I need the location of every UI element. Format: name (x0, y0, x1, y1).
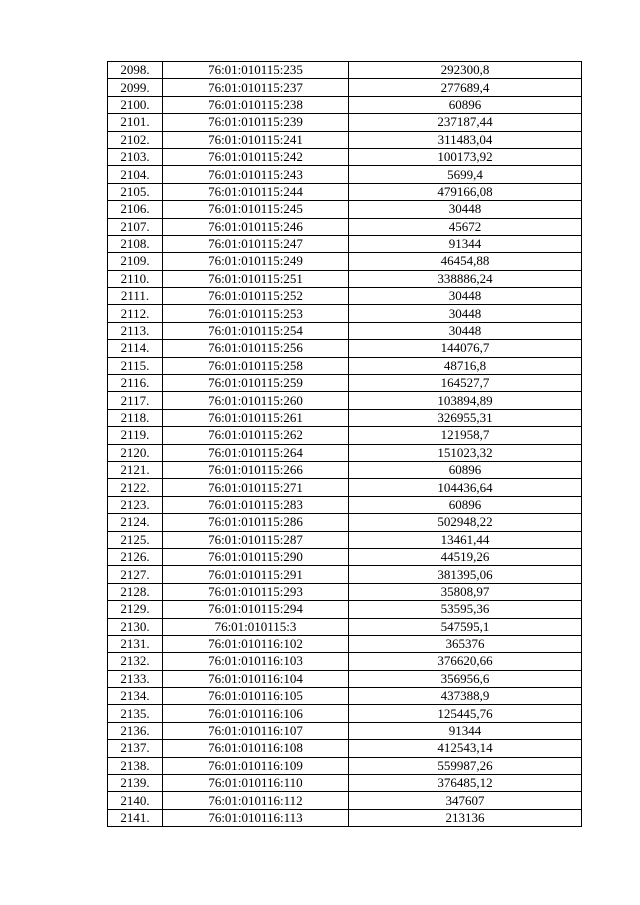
cadastral-number-cell: 76:01:010116:112 (163, 792, 349, 809)
table-row (108, 653, 582, 670)
cadastral-value-cell: 30448 (349, 305, 582, 322)
table-row (108, 235, 582, 252)
cadastral-value-cell: 151023,32 (349, 444, 582, 461)
cadastral-value-cell: 30448 (349, 288, 582, 305)
cadastral-value-cell: 44519,26 (349, 548, 582, 565)
table-row (108, 566, 582, 583)
cadastral-number-cell: 76:01:010116:107 (163, 722, 349, 739)
table-row (108, 792, 582, 809)
cadastral-value-cell: 45672 (349, 218, 582, 235)
cadastral-number-cell: 76:01:010116:108 (163, 740, 349, 757)
cadastral-value-cell: 412543,14 (349, 740, 582, 757)
table-row (108, 340, 582, 357)
cadastral-value-cell: 479166,08 (349, 183, 582, 200)
row-number-cell: 2108. (108, 235, 163, 252)
cadastral-value-cell: 104436,64 (349, 479, 582, 496)
row-number-cell: 2102. (108, 131, 163, 148)
cadastral-number-cell: 76:01:010115:266 (163, 461, 349, 478)
row-number-cell: 2114. (108, 340, 163, 357)
cadastral-value-cell: 30448 (349, 201, 582, 218)
row-number-cell: 2132. (108, 653, 163, 670)
table-row (108, 722, 582, 739)
cadastral-value-cell: 356956,6 (349, 670, 582, 687)
cadastral-number-cell: 76:01:010115:242 (163, 148, 349, 165)
table-row (108, 496, 582, 513)
cadastral-number-cell: 76:01:010116:104 (163, 670, 349, 687)
table-row (108, 757, 582, 774)
cadastral-value-cell: 144076,7 (349, 340, 582, 357)
row-number-cell: 2120. (108, 444, 163, 461)
row-number-cell: 2111. (108, 288, 163, 305)
cadastral-value-cell: 292300,8 (349, 62, 582, 79)
cadastral-number-cell: 76:01:010115:258 (163, 357, 349, 374)
cadastral-value-cell: 237187,44 (349, 114, 582, 131)
table-row (108, 288, 582, 305)
row-number-cell: 2105. (108, 183, 163, 200)
cadastral-value-cell: 125445,76 (349, 705, 582, 722)
cadastral-value-cell: 559987,26 (349, 757, 582, 774)
cadastral-value-cell: 326955,31 (349, 409, 582, 426)
row-number-cell: 2107. (108, 218, 163, 235)
row-number-cell: 2134. (108, 688, 163, 705)
cadastral-value-cell: 311483,04 (349, 131, 582, 148)
table-row (108, 635, 582, 652)
row-number-cell: 2123. (108, 496, 163, 513)
row-number-cell: 2103. (108, 148, 163, 165)
row-number-cell: 2125. (108, 531, 163, 548)
cadastral-number-cell: 76:01:010115:294 (163, 601, 349, 618)
cadastral-number-cell: 76:01:010115:286 (163, 514, 349, 531)
cadastral-value-cell: 365376 (349, 635, 582, 652)
cadastral-value-cell: 48716,8 (349, 357, 582, 374)
table-row (108, 618, 582, 635)
row-number-cell: 2138. (108, 757, 163, 774)
row-number-cell: 2129. (108, 601, 163, 618)
table-row (108, 670, 582, 687)
cadastral-number-cell: 76:01:010115:293 (163, 583, 349, 600)
table-row (108, 583, 582, 600)
cadastral-value-cell: 376620,66 (349, 653, 582, 670)
table-row (108, 601, 582, 618)
cadastral-value-cell: 91344 (349, 235, 582, 252)
table-row (108, 253, 582, 270)
table-row (108, 322, 582, 339)
cadastral-number-cell: 76:01:010115:283 (163, 496, 349, 513)
row-number-cell: 2124. (108, 514, 163, 531)
table-row (108, 357, 582, 374)
table-row (108, 688, 582, 705)
cadastral-number-cell: 76:01:010115:245 (163, 201, 349, 218)
row-number-cell: 2140. (108, 792, 163, 809)
cadastral-number-cell: 76:01:010115:3 (163, 618, 349, 635)
table-row (108, 131, 582, 148)
table-row (108, 427, 582, 444)
cadastral-number-cell: 76:01:010115:264 (163, 444, 349, 461)
cadastral-value-cell: 547595,1 (349, 618, 582, 635)
table-row (108, 375, 582, 392)
cadastral-number-cell: 76:01:010115:259 (163, 375, 349, 392)
cadastral-number-cell: 76:01:010115:235 (163, 62, 349, 79)
cadastral-number-cell: 76:01:010115:287 (163, 531, 349, 548)
cadastral-value-cell: 502948,22 (349, 514, 582, 531)
row-number-cell: 2141. (108, 809, 163, 826)
cadastral-number-cell: 76:01:010115:243 (163, 166, 349, 183)
cadastral-number-cell: 76:01:010115:247 (163, 235, 349, 252)
table-row (108, 461, 582, 478)
row-number-cell: 2113. (108, 322, 163, 339)
row-number-cell: 2098. (108, 62, 163, 79)
row-number-cell: 2118. (108, 409, 163, 426)
cadastral-value-cell: 46454,88 (349, 253, 582, 270)
row-number-cell: 2119. (108, 427, 163, 444)
table-row (108, 183, 582, 200)
table-row (108, 809, 582, 826)
cadastral-number-cell: 76:01:010115:244 (163, 183, 349, 200)
row-number-cell: 2121. (108, 461, 163, 478)
row-number-cell: 2135. (108, 705, 163, 722)
table-row (108, 114, 582, 131)
table-row (108, 705, 582, 722)
row-number-cell: 2136. (108, 722, 163, 739)
cadastral-number-cell: 76:01:010115:291 (163, 566, 349, 583)
cadastral-number-cell: 76:01:010115:249 (163, 253, 349, 270)
cadastral-value-cell: 347607 (349, 792, 582, 809)
cadastral-number-cell: 76:01:010116:106 (163, 705, 349, 722)
cadastral-value-cell: 53595,36 (349, 601, 582, 618)
row-number-cell: 2117. (108, 392, 163, 409)
table-row (108, 148, 582, 165)
cadastral-value-cell: 381395,06 (349, 566, 582, 583)
cadastral-value-cell: 60896 (349, 496, 582, 513)
row-number-cell: 2126. (108, 548, 163, 565)
table-row (108, 218, 582, 235)
table-body (108, 62, 582, 827)
cadastral-value-cell: 164527,7 (349, 375, 582, 392)
table-row (108, 775, 582, 792)
row-number-cell: 2115. (108, 357, 163, 374)
table-row (108, 548, 582, 565)
table-row (108, 270, 582, 287)
cadastral-number-cell: 76:01:010115:239 (163, 114, 349, 131)
cadastral-value-cell: 30448 (349, 322, 582, 339)
table-row (108, 740, 582, 757)
table-row (108, 531, 582, 548)
cadastral-number-cell: 76:01:010116:113 (163, 809, 349, 826)
cadastral-value-cell: 376485,12 (349, 775, 582, 792)
row-number-cell: 2109. (108, 253, 163, 270)
cadastral-number-cell: 76:01:010115:253 (163, 305, 349, 322)
cadastral-value-cell: 277689,4 (349, 79, 582, 96)
cadastral-value-cell: 213136 (349, 809, 582, 826)
table-row (108, 79, 582, 96)
row-number-cell: 2110. (108, 270, 163, 287)
row-number-cell: 2116. (108, 375, 163, 392)
row-number-cell: 2106. (108, 201, 163, 218)
cadastral-value-cell: 13461,44 (349, 531, 582, 548)
cadastral-number-cell: 76:01:010115:262 (163, 427, 349, 444)
cadastral-number-cell: 76:01:010115:256 (163, 340, 349, 357)
cadastral-value-cell: 91344 (349, 722, 582, 739)
cadastral-value-cell: 121958,7 (349, 427, 582, 444)
cadastral-number-cell: 76:01:010116:105 (163, 688, 349, 705)
cadastral-number-cell: 76:01:010115:241 (163, 131, 349, 148)
cadastral-number-cell: 76:01:010115:246 (163, 218, 349, 235)
cadastral-number-cell: 76:01:010116:103 (163, 653, 349, 670)
row-number-cell: 2099. (108, 79, 163, 96)
row-number-cell: 2137. (108, 740, 163, 757)
row-number-cell: 2131. (108, 635, 163, 652)
cadastral-value-cell: 103894,89 (349, 392, 582, 409)
table-row (108, 444, 582, 461)
cadastral-number-cell: 76:01:010115:271 (163, 479, 349, 496)
table-row (108, 201, 582, 218)
row-number-cell: 2139. (108, 775, 163, 792)
table-row (108, 392, 582, 409)
table-row (108, 305, 582, 322)
row-number-cell: 2133. (108, 670, 163, 687)
cadastral-number-cell: 76:01:010115:260 (163, 392, 349, 409)
cadastral-number-cell: 76:01:010115:252 (163, 288, 349, 305)
cadastral-value-table (107, 61, 582, 827)
cadastral-value-cell: 100173,92 (349, 148, 582, 165)
table-row (108, 409, 582, 426)
table-row (108, 166, 582, 183)
cadastral-number-cell: 76:01:010115:254 (163, 322, 349, 339)
table-row (108, 62, 582, 79)
cadastral-number-cell: 76:01:010115:290 (163, 548, 349, 565)
cadastral-value-cell: 338886,24 (349, 270, 582, 287)
table-row (108, 479, 582, 496)
cadastral-value-cell: 437388,9 (349, 688, 582, 705)
cadastral-number-cell: 76:01:010115:261 (163, 409, 349, 426)
cadastral-number-cell: 76:01:010116:102 (163, 635, 349, 652)
row-number-cell: 2112. (108, 305, 163, 322)
row-number-cell: 2122. (108, 479, 163, 496)
row-number-cell: 2130. (108, 618, 163, 635)
table-row (108, 96, 582, 113)
cadastral-value-cell: 60896 (349, 96, 582, 113)
cadastral-number-cell: 76:01:010115:251 (163, 270, 349, 287)
row-number-cell: 2104. (108, 166, 163, 183)
row-number-cell: 2101. (108, 114, 163, 131)
cadastral-value-cell: 60896 (349, 461, 582, 478)
table-row (108, 514, 582, 531)
row-number-cell: 2100. (108, 96, 163, 113)
row-number-cell: 2127. (108, 566, 163, 583)
cadastral-number-cell: 76:01:010116:109 (163, 757, 349, 774)
cadastral-number-cell: 76:01:010115:237 (163, 79, 349, 96)
cadastral-value-cell: 35808,97 (349, 583, 582, 600)
cadastral-number-cell: 76:01:010115:238 (163, 96, 349, 113)
cadastral-value-cell: 5699,4 (349, 166, 582, 183)
row-number-cell: 2128. (108, 583, 163, 600)
cadastral-number-cell: 76:01:010116:110 (163, 775, 349, 792)
